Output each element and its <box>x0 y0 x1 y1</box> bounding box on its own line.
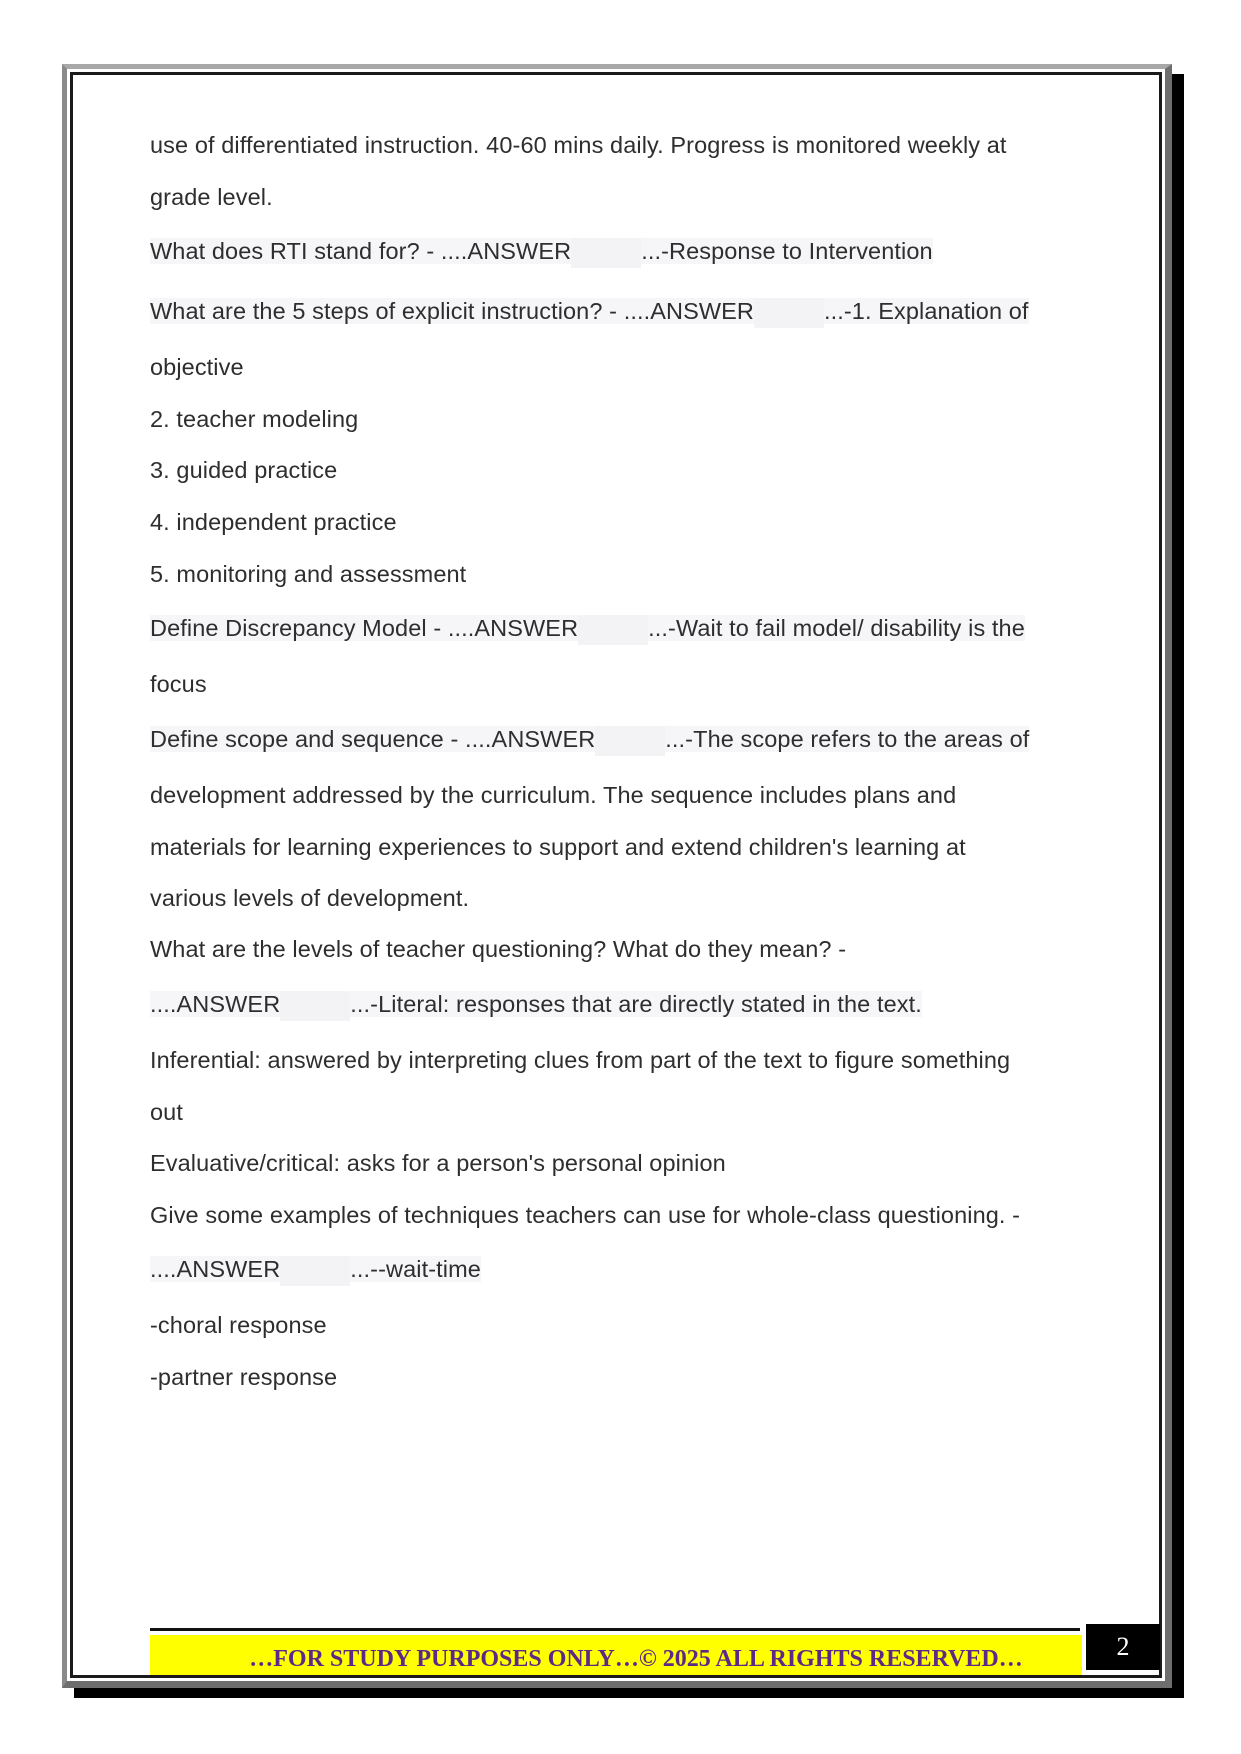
answer-gap <box>754 298 824 328</box>
text-line: What are the levels of teacher questioning? What do they mean? - <box>150 936 847 962</box>
text-line: -partner response <box>150 1364 338 1390</box>
question-text: What does RTI stand for? - ....ANSWER <box>150 238 572 264</box>
text-line: various levels of development. <box>150 885 470 911</box>
text-line: 2. teacher modeling <box>150 406 359 432</box>
answer-text: ...-Wait to fail model/ disability is the <box>648 615 1025 641</box>
question-text: Define Discrepancy Model - ....ANSWER <box>150 615 579 641</box>
answer-text: ...-1. Explanation of <box>823 298 1029 324</box>
qa-line <box>150 987 922 1021</box>
text-line: objective <box>150 354 244 380</box>
qa-line <box>150 611 1025 645</box>
answer-gap <box>595 726 665 756</box>
answer-text: ...--wait-time <box>350 1256 481 1282</box>
question-text: Define scope and sequence - ....ANSWER <box>150 726 596 752</box>
qa-line <box>150 722 1029 756</box>
question-text: ....ANSWER <box>150 1256 281 1282</box>
qa-line <box>150 294 1029 328</box>
text-line: use of differentiated instruction. 40-60 mins daily. Progress is monitored weekly at <box>150 132 1007 158</box>
answer-gap <box>280 991 350 1021</box>
footer-banner <box>150 1635 1082 1675</box>
text-line: development addressed by the curriculum. The sequence includes plans and <box>150 782 957 808</box>
qa-line <box>150 1252 481 1286</box>
answer-gap <box>280 1256 350 1286</box>
text-line: Evaluative/critical: asks for a person's personal opinion <box>150 1150 726 1176</box>
text-line: out <box>150 1099 183 1125</box>
answer-text: ...-Literal: responses that are directly stated in the text. <box>350 991 922 1017</box>
text-line: materials for learning experiences to support and extend children's learning at <box>150 834 966 860</box>
footer-rule <box>150 1628 1080 1631</box>
answer-gap <box>578 615 648 645</box>
qa-line <box>150 234 933 268</box>
text-line: focus <box>150 671 207 697</box>
question-text: What are the 5 steps of explicit instruction? - ....ANSWER <box>150 298 754 324</box>
text-line: 3. guided practice <box>150 457 338 483</box>
text-line: Inferential: answered by interpreting clues from part of the text to figure something <box>150 1047 1011 1073</box>
text-line: grade level. <box>150 184 273 210</box>
answer-gap <box>571 238 641 268</box>
text-line: -choral response <box>150 1312 327 1338</box>
text-line: 5. monitoring and assessment <box>150 561 467 587</box>
footer-copyright-text: …FOR STUDY PURPOSES ONLY…© 2025 ALL RIGHTS RESERVED… <box>249 1646 1023 1672</box>
question-text: ....ANSWER <box>150 991 281 1017</box>
answer-text: ...-The scope refers to the areas of <box>665 726 1030 752</box>
page-number: 2 <box>1086 1624 1160 1670</box>
text-line: Give some examples of techniques teachers can use for whole-class questioning. - <box>150 1202 1021 1228</box>
text-line: 4. independent practice <box>150 509 397 535</box>
answer-text: ...-Response to Intervention <box>641 238 933 264</box>
